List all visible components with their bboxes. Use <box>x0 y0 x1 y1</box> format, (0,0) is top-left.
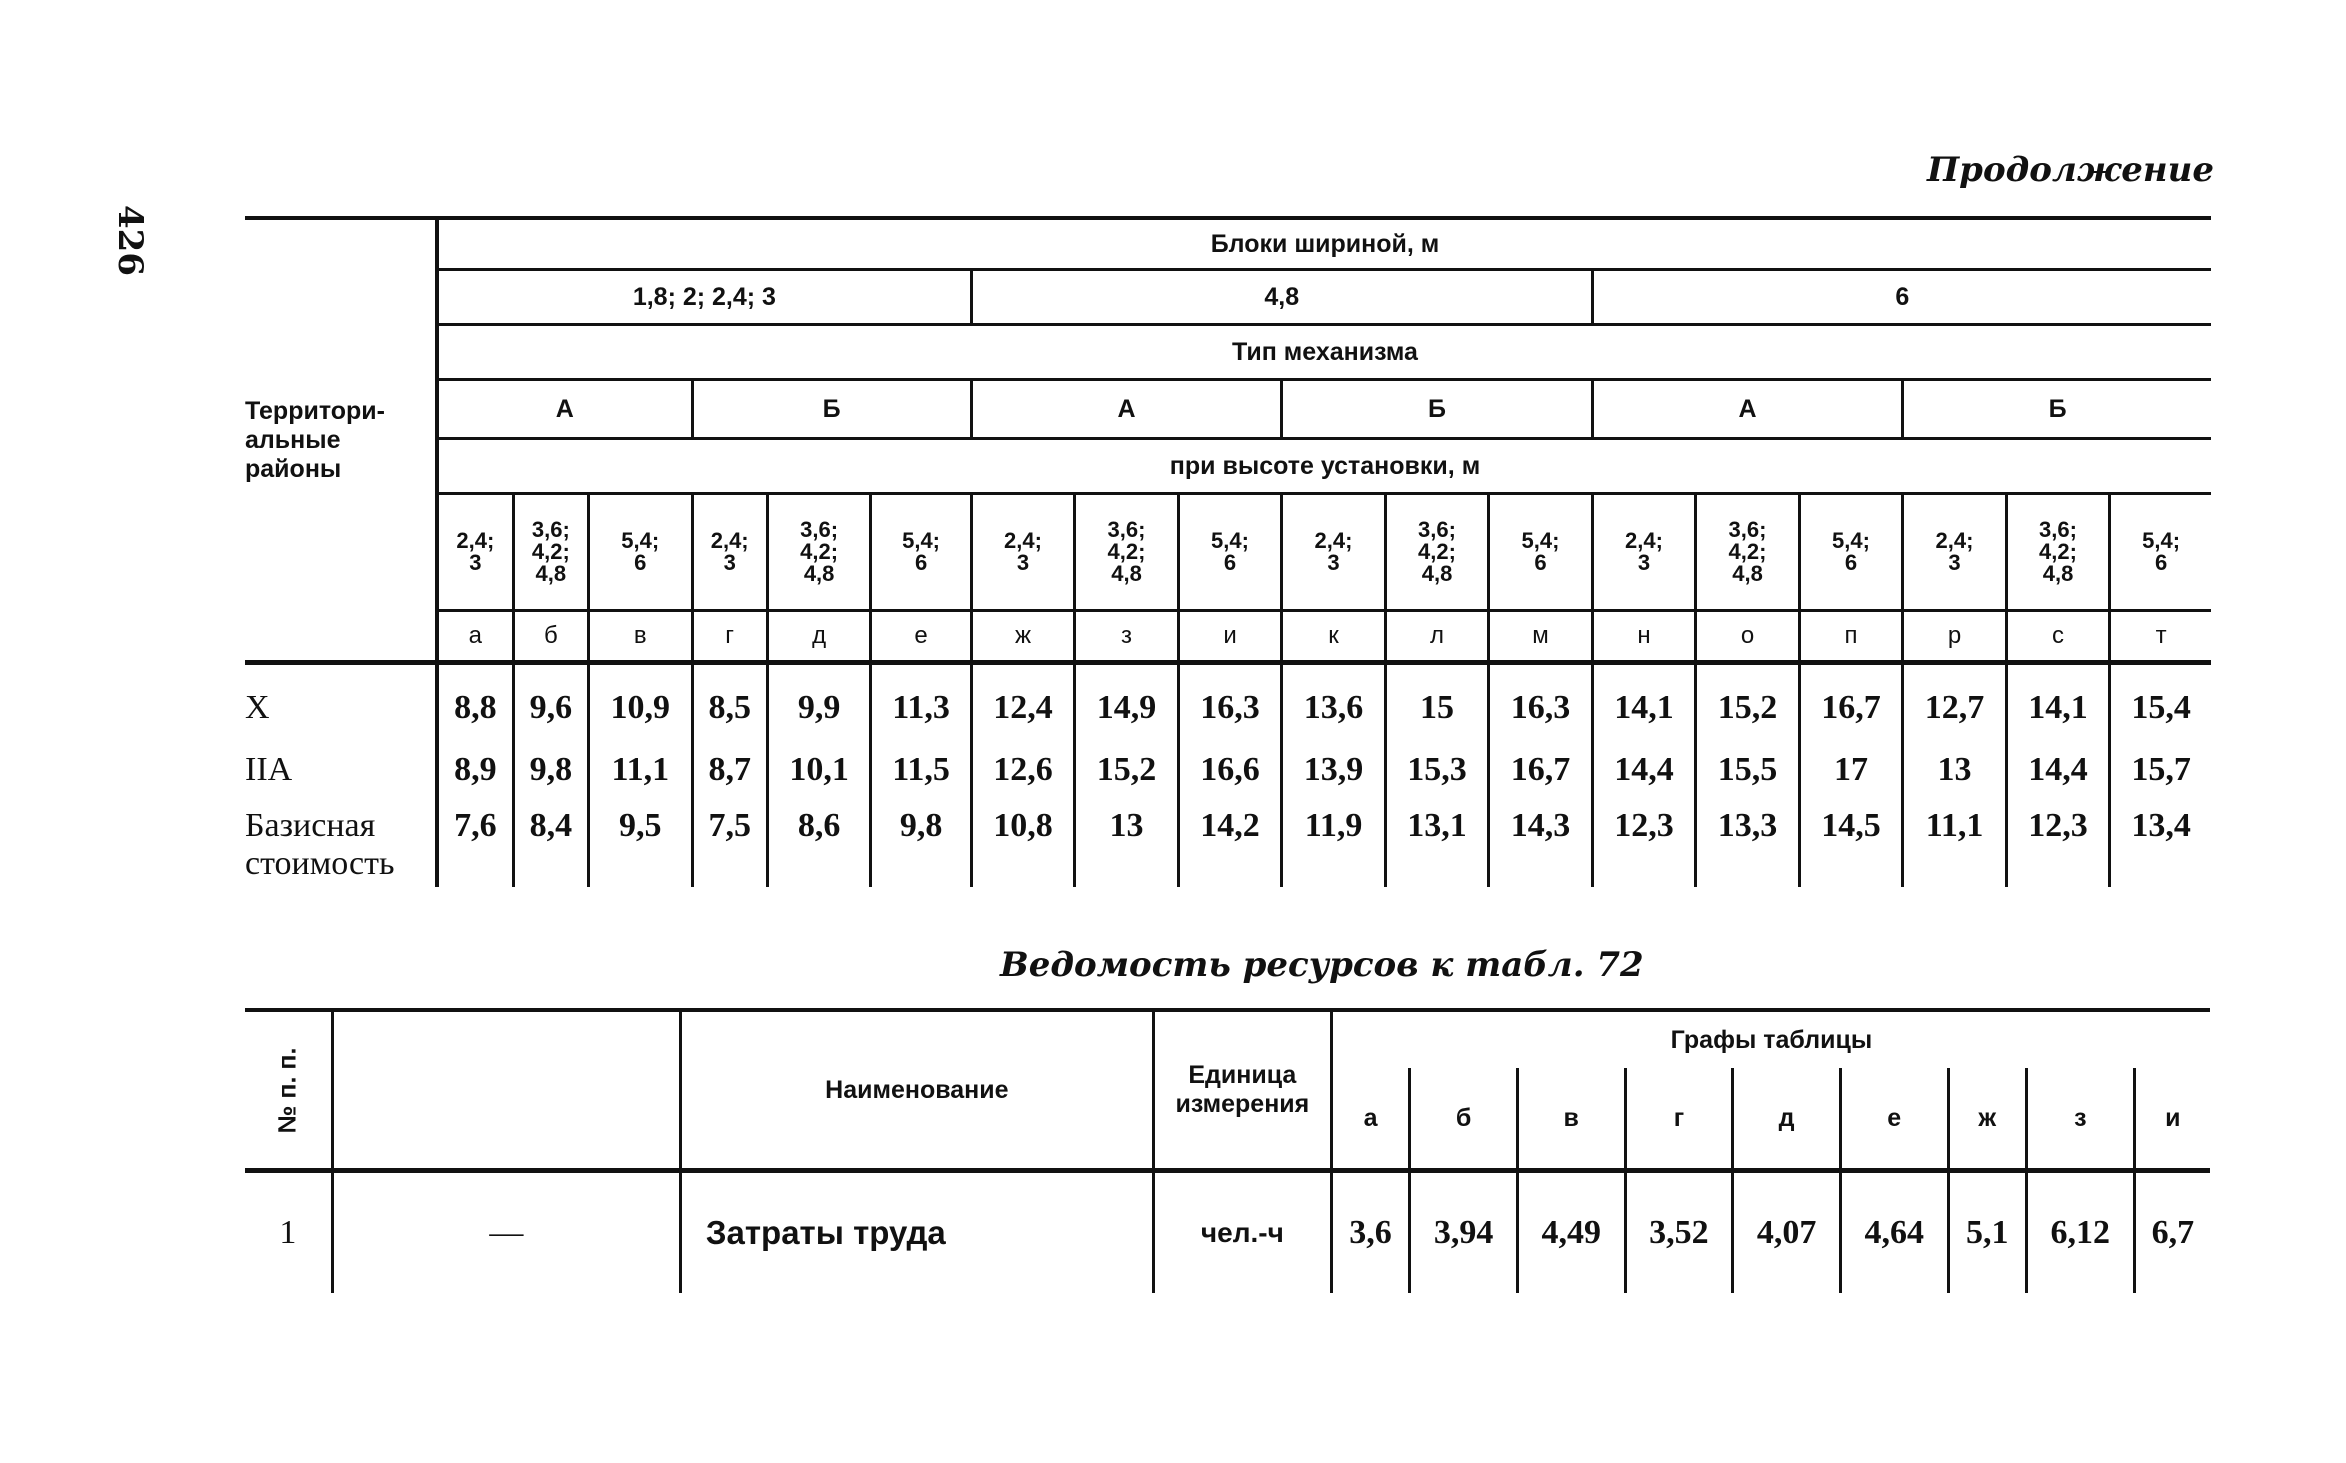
t2-cell-б: 3,94 <box>1410 1171 1518 1294</box>
height-17: 5,4; 6 <box>2110 494 2211 611</box>
height-1: 3,6; 4,2; 4,8 <box>513 494 588 611</box>
resources-table <box>245 1008 2210 1293</box>
cell-з: 13 <box>1075 801 1179 887</box>
height-2: 5,4; 6 <box>589 494 693 611</box>
row-number: 1 <box>279 1214 297 1251</box>
column-letter-row <box>245 611 2211 663</box>
mechanism-type-1: Б <box>692 380 971 439</box>
column-letter-р: р <box>1903 611 2007 663</box>
cell-и: 14,2 <box>1178 801 1282 887</box>
t2-cell-ж: 5,1 <box>1948 1171 2026 1294</box>
column-letter-к: к <box>1282 611 1386 663</box>
t2-cell-д: 4,07 <box>1733 1171 1841 1294</box>
cell-м: 16,3 <box>1489 663 1593 740</box>
cell-н: 14,1 <box>1592 663 1696 740</box>
row-code: — <box>332 1171 680 1294</box>
column-letter-м: м <box>1489 611 1593 663</box>
cell-л: 13,1 <box>1385 801 1489 887</box>
cell-р: 12,7 <box>1903 663 2007 740</box>
cell-д: 8,6 <box>767 801 871 887</box>
height-14: 5,4; 6 <box>1799 494 1903 611</box>
block-width-1: 4,8 <box>971 270 1592 325</box>
cell-ж: 12,4 <box>971 663 1075 740</box>
cell-е: 11,5 <box>871 739 971 801</box>
cell-м: 14,3 <box>1489 801 1593 887</box>
cell-г: 8,7 <box>692 739 767 801</box>
mechanism-type-3: Б <box>1282 380 1593 439</box>
cell-а: 7,6 <box>454 807 497 844</box>
cell-с: 12,3 <box>2006 801 2110 887</box>
column-letter-п: п <box>1799 611 1903 663</box>
cell-в: 11,1 <box>589 739 693 801</box>
row-unit: чел.-ч <box>1153 1171 1331 1294</box>
resources-body <box>245 1171 2210 1294</box>
cell-и: 16,3 <box>1178 663 1282 740</box>
height-10: 3,6; 4,2; 4,8 <box>1385 494 1489 611</box>
t2-letter-е: е <box>1840 1068 1948 1171</box>
mechanism-type-4: А <box>1592 380 1903 439</box>
mechanism-title: Тип механизма <box>437 325 2211 380</box>
t2-letter-г: г <box>1625 1068 1733 1171</box>
cell-т: 15,4 <box>2110 663 2211 740</box>
cell-е: 11,3 <box>871 663 971 740</box>
cell-д: 9,9 <box>767 663 871 740</box>
cell-а: 8,9 <box>454 751 497 788</box>
col-group: Графы таблицы <box>1331 1010 2210 1068</box>
cell-л: 15,3 <box>1385 739 1489 801</box>
mechanism-type-2: А <box>971 380 1282 439</box>
continuation-label: Продолжение <box>1927 150 2214 190</box>
column-letter-а: а <box>437 611 513 663</box>
cell-с: 14,1 <box>2006 663 2110 740</box>
cell-г: 7,5 <box>692 801 767 887</box>
cell-к: 13,9 <box>1282 739 1386 801</box>
cell-к: 11,9 <box>1282 801 1386 887</box>
column-letter-в: в <box>589 611 693 663</box>
t2-cell-е: 4,64 <box>1840 1171 1948 1294</box>
t2-letter-и: и <box>2134 1068 2210 1171</box>
mechanism-row <box>245 380 2211 439</box>
height-5: 5,4; 6 <box>871 494 971 611</box>
mechanism-type-5: Б <box>1903 380 2211 439</box>
height-7: 3,6; 4,2; 4,8 <box>1075 494 1179 611</box>
cell-е: 9,8 <box>871 801 971 887</box>
row-label: Базисная стоимость <box>245 801 437 887</box>
cell-б: 9,8 <box>513 739 588 801</box>
col-code <box>332 1010 680 1171</box>
column-letter-г: г <box>692 611 767 663</box>
col-name: Наименование <box>680 1010 1153 1171</box>
height-16: 3,6; 4,2; 4,8 <box>2006 494 2110 611</box>
column-letter-д: д <box>767 611 871 663</box>
column-letter-л: л <box>1385 611 1489 663</box>
column-letter-с: с <box>2006 611 2110 663</box>
column-letter-о: о <box>1696 611 1800 663</box>
row-name: Затраты труда <box>680 1171 1153 1294</box>
cell-н: 14,4 <box>1592 739 1696 801</box>
cell-а: 8,8 <box>437 663 513 740</box>
col-unit: Единица измерения <box>1153 1010 1331 1171</box>
block-width-title: Блоки шириной, м <box>437 218 2211 270</box>
cell-п: 16,7 <box>1799 663 1903 740</box>
cell-п: 14,5 <box>1799 801 1903 887</box>
block-width-2: 6 <box>1592 270 2211 325</box>
cell-з: 14,9 <box>1075 663 1179 740</box>
height-0: 2,4; 3 <box>437 494 513 611</box>
cell-т: 15,7 <box>2110 739 2211 801</box>
t2-cell-в: 4,49 <box>1517 1171 1625 1294</box>
t2-cell-г: 3,52 <box>1625 1171 1733 1294</box>
cell-ж: 10,8 <box>971 801 1075 887</box>
t2-letter-з: з <box>2026 1068 2134 1171</box>
cell-о: 13,3 <box>1696 801 1800 887</box>
height-12: 2,4; 3 <box>1592 494 1696 611</box>
mechanism-type-0: А <box>437 380 692 439</box>
cell-б: 8,4 <box>513 801 588 887</box>
height-11: 5,4; 6 <box>1489 494 1593 611</box>
height-title: при высоте установки, м <box>437 439 2211 494</box>
t2-cell-а: 3,6 <box>1331 1171 1409 1294</box>
column-letter-т: т <box>2110 611 2211 663</box>
height-13: 3,6; 4,2; 4,8 <box>1696 494 1800 611</box>
cell-о: 15,2 <box>1696 663 1800 740</box>
height-3: 2,4; 3 <box>692 494 767 611</box>
height-4: 3,6; 4,2; 4,8 <box>767 494 871 611</box>
cell-о: 15,5 <box>1696 739 1800 801</box>
cell-и: 16,6 <box>1178 739 1282 801</box>
t2-cell-з: 6,12 <box>2026 1171 2134 1294</box>
territory-header: Территори-альные районы <box>245 218 437 663</box>
column-letter-ж: ж <box>971 611 1075 663</box>
column-letter-б: б <box>513 611 588 663</box>
column-letter-и: и <box>1178 611 1282 663</box>
height-6: 2,4; 3 <box>971 494 1075 611</box>
col-number: № п. п. <box>245 1010 332 1171</box>
cell-с: 14,4 <box>2006 739 2110 801</box>
table-row <box>245 801 2211 887</box>
cell-б: 9,6 <box>513 663 588 740</box>
page-number: 426 <box>110 205 150 276</box>
t2-letter-в: в <box>1517 1068 1625 1171</box>
cell-н: 12,3 <box>1592 801 1696 887</box>
height-row <box>245 494 2211 611</box>
column-letter-н: н <box>1592 611 1696 663</box>
cell-з: 15,2 <box>1075 739 1179 801</box>
column-letter-е: е <box>871 611 971 663</box>
height-9: 2,4; 3 <box>1282 494 1386 611</box>
cell-к: 13,6 <box>1282 663 1386 740</box>
cell-т: 13,4 <box>2110 801 2211 887</box>
height-15: 2,4; 3 <box>1903 494 2007 611</box>
t2-letter-б: б <box>1410 1068 1518 1171</box>
t2-letter-а: а <box>1331 1068 1409 1171</box>
block-width-row <box>245 270 2211 325</box>
t2-letter-д: д <box>1733 1068 1841 1171</box>
cell-л: 15 <box>1385 663 1489 740</box>
row-label: X <box>245 663 437 740</box>
rates-body <box>245 663 2211 888</box>
table-row <box>245 739 2211 801</box>
t2-cell-и: 6,7 <box>2134 1171 2210 1294</box>
cell-м: 16,7 <box>1489 739 1593 801</box>
column-letter-з: з <box>1075 611 1179 663</box>
table-row <box>245 663 2211 740</box>
cell-д: 10,1 <box>767 739 871 801</box>
row-label: IIA <box>245 739 437 801</box>
height-8: 5,4; 6 <box>1178 494 1282 611</box>
cell-р: 11,1 <box>1903 801 2007 887</box>
block-width-0: 1,8; 2; 2,4; 3 <box>437 270 971 325</box>
cell-р: 13 <box>1903 739 2007 801</box>
cell-г: 8,5 <box>692 663 767 740</box>
resources-title: Ведомость ресурсов к табл. 72 <box>1000 945 1644 985</box>
cell-в: 9,5 <box>589 801 693 887</box>
t2-letter-ж: ж <box>1948 1068 2026 1171</box>
cell-в: 10,9 <box>589 663 693 740</box>
rates-table <box>245 216 2211 887</box>
table-row <box>245 1171 2210 1294</box>
cell-ж: 12,6 <box>971 739 1075 801</box>
cell-п: 17 <box>1799 739 1903 801</box>
